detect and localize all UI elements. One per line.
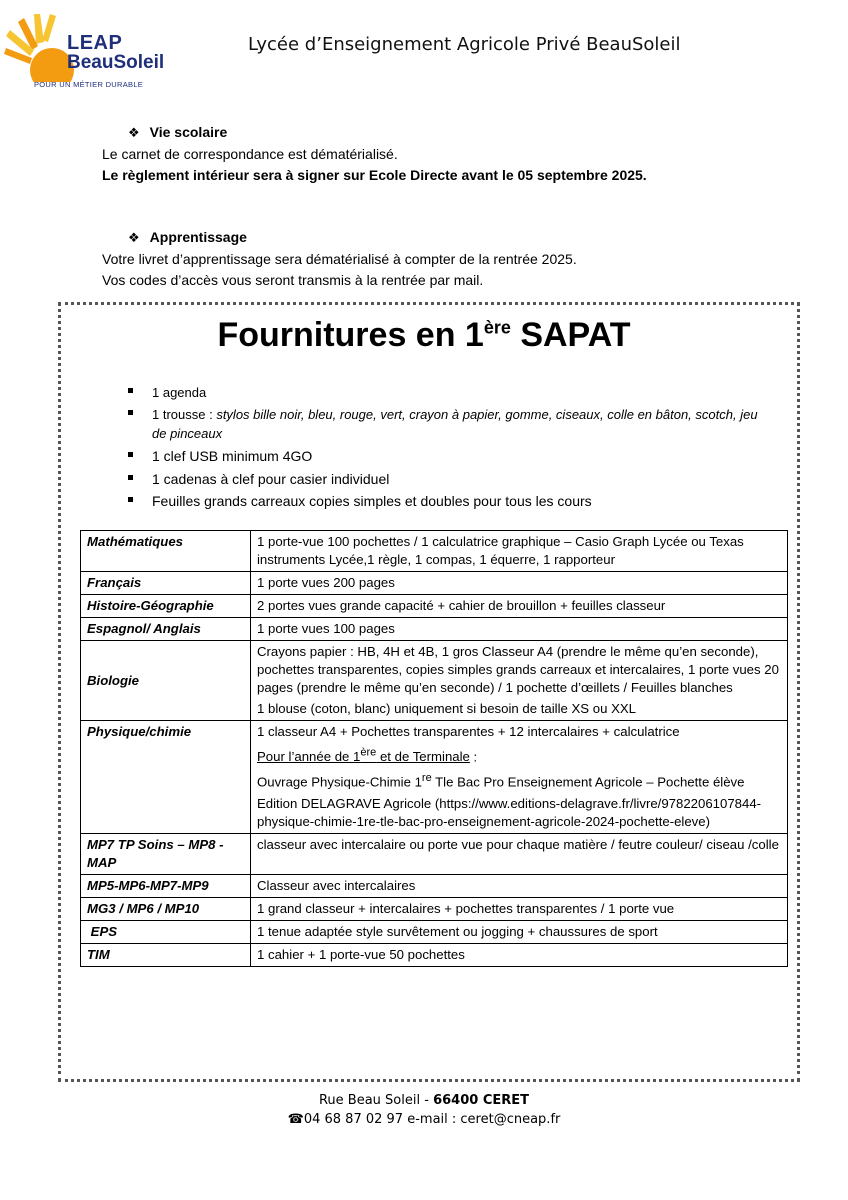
title-suffix: SAPAT	[510, 316, 631, 354]
supplies-cell	[251, 641, 788, 721]
supplies-cell: classeur avec intercalaire ou porte vue pour chaque matière / feutre couleur/ ciseau /colle	[251, 833, 788, 874]
title-superscript: ère	[483, 317, 511, 338]
list-item-text: Feuilles grands carreaux copies simples et doubles pour tous les cours	[152, 493, 592, 509]
footer-street: Rue Beau Soleil -	[318, 1093, 434, 1108]
subject-cell: Histoire-Géographie	[81, 595, 251, 618]
footer-contact	[0, 1112, 848, 1127]
footer-email-label: e-mail :	[403, 1112, 461, 1127]
year-label-superscript: ère	[360, 747, 377, 759]
sun-rays-logo-icon	[4, 12, 74, 82]
year-label-suffix: et de Terminale	[376, 749, 470, 765]
year-label-text: Pour l’année de 1	[257, 749, 361, 765]
diamond-bullet-icon: ❖	[128, 126, 140, 141]
book-line	[257, 769, 781, 791]
table-row	[81, 943, 788, 966]
supplies-text-extra: 1 blouse (coton, blanc) uniquement si besoin de taille XS ou XXL	[257, 701, 637, 716]
supplies-cell: 2 portes vues grande capacité + cahier de brouillon + feuilles classeur	[251, 595, 788, 618]
table-row	[81, 897, 788, 920]
table-row	[81, 531, 788, 572]
footer-city: 66400 CERET	[433, 1093, 529, 1108]
supplies-cell: 1 porte-vue 100 pochettes / 1 calculatrice graphique – Casio Graph Lycée ou Texas instruments Lycée,1 règle, 1 compas, 1 équerre, 1 rapporteur	[251, 531, 788, 572]
footer-address	[0, 1093, 848, 1108]
subject-cell: Biologie	[81, 641, 251, 721]
subject-cell: Physique/chimie	[81, 721, 251, 834]
book-text: Ouvrage Physique-Chimie 1	[257, 774, 422, 790]
supplies-cell: 1 porte vues 100 pages	[251, 618, 788, 641]
book-suffix: Tle Bac Pro Enseignement Agricole – Pochette élève	[431, 774, 745, 790]
table-row	[81, 920, 788, 943]
supplies-cell: Classeur avec intercalaires	[251, 874, 788, 897]
diamond-bullet-icon: ❖	[128, 231, 140, 246]
subject-cell: MP5-MP6-MP7-MP9	[81, 874, 251, 897]
subject-cell: Français	[81, 572, 251, 595]
list-item-detail: stylos bille noir, bleu, rouge, vert, crayon à papier, gomme, ciseaux, colle en bâton, scotch, jeu de pinceaux	[152, 407, 758, 441]
supplies-cell: 1 cahier + 1 porte-vue 50 pochettes	[251, 943, 788, 966]
book-superscript: re	[421, 772, 432, 785]
table-row	[81, 874, 788, 897]
apprentissage-line2: Vos codes d’accès vous seront transmis à la rentrée par mail.	[102, 272, 484, 288]
table-row	[81, 721, 788, 834]
year-label	[257, 749, 470, 764]
square-bullet-icon	[128, 497, 133, 502]
supplies-table	[80, 530, 788, 967]
supplies-cell: 1 porte vues 200 pages	[251, 572, 788, 595]
page-title	[0, 316, 848, 355]
apprentissage-line1: Votre livret d’apprentissage sera dématérialisé à compter de la rentrée 2025.	[102, 251, 577, 267]
table-row	[81, 618, 788, 641]
list-item-label: 1 trousse :	[152, 407, 217, 422]
footer-phone: 04 68 87 02 97	[303, 1112, 404, 1127]
subject-cell: Espagnol/ Anglais	[81, 618, 251, 641]
footer-email[interactable]: ceret@cneap.fr	[460, 1112, 561, 1127]
supplies-cell: 1 grand classeur + intercalaires + pochettes transparentes / 1 porte vue	[251, 897, 788, 920]
apprentissage-title: Apprentissage	[149, 229, 247, 245]
subject-cell: MP7 TP Soins – MP8 - MAP	[81, 833, 251, 874]
subject-cell: MG3 / MP6 / MP10	[81, 897, 251, 920]
square-bullet-icon	[128, 452, 133, 457]
year-line	[257, 744, 781, 766]
school-name: Lycée d’Enseignement Agricole Privé BeauSoleil	[248, 34, 681, 55]
list-item-text	[152, 405, 772, 443]
logo-leap-text: LEAP	[67, 32, 123, 54]
supplies-cell: 1 tenue adaptée style survêtement ou jogging + chaussures de sport	[251, 920, 788, 943]
vie-scolaire-title: Vie scolaire	[149, 124, 228, 140]
logo-beausoleil-text: BeauSoleil	[67, 52, 165, 73]
vie-scolaire-heading	[128, 124, 227, 141]
supplies-cell	[251, 721, 788, 834]
table-row	[81, 833, 788, 874]
table-row	[81, 641, 788, 721]
supplies-text: Crayons papier : HB, 4H et 4B, 1 gros Classeur A4 (prendre le même qu’en seconde), pochettes transparentes, copies simples grands carreaux et intercalaires, 1 porte vues 20 pages (prendre le même qu’en seconde) / 1 pochette d’œillets / Feuilles blanches	[257, 644, 779, 695]
table-row	[81, 595, 788, 618]
list-item-text: 1 agenda	[152, 385, 207, 400]
square-bullet-icon	[128, 410, 133, 415]
square-bullet-icon	[128, 388, 133, 393]
title-text: Fournitures en 1	[217, 316, 484, 354]
logo	[4, 12, 164, 92]
list-item-text: 1 clef USB minimum 4GO	[152, 448, 313, 464]
subject-cell: EPS	[81, 920, 251, 943]
telephone-icon: ☎	[287, 1112, 304, 1127]
supplies-text: 1 classeur A4 + Pochettes transparentes + 12 intercalaires + calculatrice	[257, 724, 680, 739]
subject-cell: Mathématiques	[81, 531, 251, 572]
list-item-text: 1 cadenas à clef pour casier individuel	[152, 471, 390, 487]
table-row	[81, 572, 788, 595]
edition-text: Edition DELAGRAVE Agricole (https://www.editions-delagrave.fr/livre/9782206107844-physique-chimie-1re-tle-bac-pro-enseignement-agricole-2024-pochette-eleve)	[257, 795, 762, 829]
year-colon: :	[469, 749, 478, 765]
logo-tagline: POUR UN MÉTIER DURABLE	[34, 80, 144, 89]
vie-scolaire-line2: Le règlement intérieur sera à signer sur Ecole Directe avant le 05 septembre 2025.	[102, 167, 647, 183]
apprentissage-heading	[128, 229, 247, 246]
vie-scolaire-line1: Le carnet de correspondance est dématérialisé.	[102, 146, 398, 162]
square-bullet-icon	[128, 475, 133, 480]
subject-cell: TIM	[81, 943, 251, 966]
